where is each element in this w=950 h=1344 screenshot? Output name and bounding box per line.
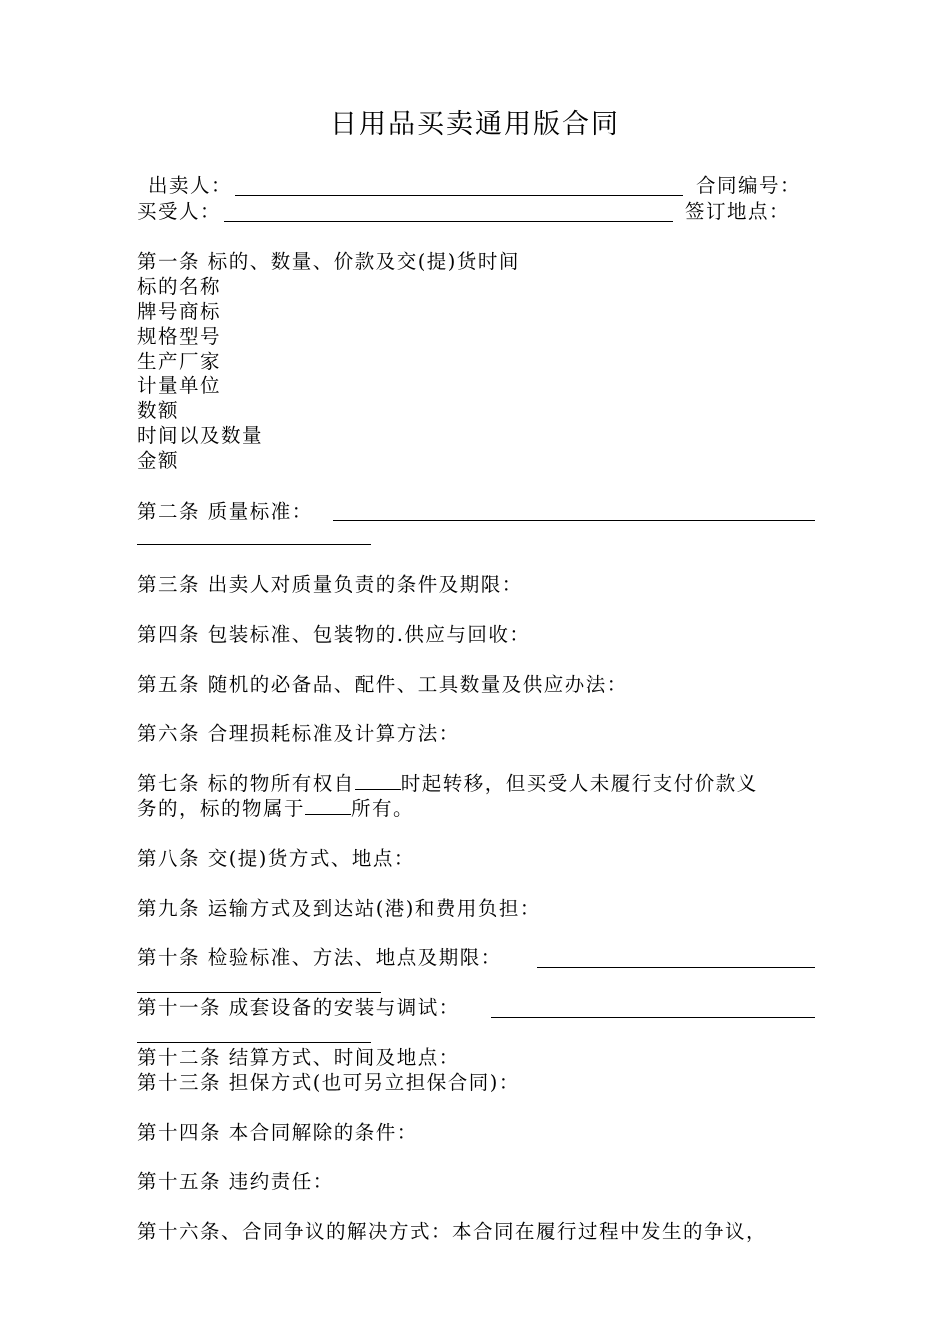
article-11-field-line-continued[interactable] xyxy=(137,1042,371,1043)
article-16: 第十六条、合同争议的解决方式：本合同在履行过程中发生的争议， xyxy=(137,1220,768,1243)
article-1-item: 时间以及数量 xyxy=(137,424,264,447)
document-title: 日用品买卖通用版合同 xyxy=(330,109,620,140)
buyer-field-line[interactable] xyxy=(224,221,673,222)
article-15: 第十五条 违约责任： xyxy=(137,1170,334,1193)
article-2-field-line-continued[interactable] xyxy=(137,544,371,545)
article-1-item: 生产厂家 xyxy=(137,350,222,373)
article-1-item: 计量单位 xyxy=(137,374,222,397)
article-3: 第三条 出卖人对质量负责的条件及期限： xyxy=(137,573,523,596)
article-1-item: 金额 xyxy=(137,449,180,472)
article-13: 第十三条 担保方式(也可另立担保合同)： xyxy=(137,1071,520,1094)
article-10-field-line-continued[interactable] xyxy=(137,992,381,993)
seller-field-line[interactable] xyxy=(235,195,683,196)
article-1-heading: 第一条 标的、数量、价款及交(提)货时间 xyxy=(137,250,520,273)
article-7-text: 所有。 xyxy=(351,797,415,820)
owner-blank[interactable] xyxy=(305,796,351,815)
article-8: 第八条 交(提)货方式、地点： xyxy=(137,847,415,870)
article-11: 第十一条 成套设备的安装与调试： xyxy=(137,996,460,1019)
article-7-text: 第七条 标的物所有权自 xyxy=(137,772,355,795)
article-2-field-line[interactable] xyxy=(333,520,815,521)
article-12: 第十二条 结算方式、时间及地点： xyxy=(137,1046,460,1069)
article-1-item: 规格型号 xyxy=(137,325,222,348)
article-6: 第六条 合理损耗标准及计算方法： xyxy=(137,722,460,745)
article-2: 第二条 质量标准： xyxy=(137,500,313,523)
seller-label: 出卖人： xyxy=(148,174,233,197)
ownership-transfer-time-blank[interactable] xyxy=(355,771,401,790)
article-7-line-2 xyxy=(137,796,414,822)
article-9: 第九条 运输方式及到达站(港)和费用负担： xyxy=(137,897,541,920)
article-1-item: 牌号商标 xyxy=(137,300,222,323)
sign-place-label: 签订地点： xyxy=(685,200,791,223)
article-10: 第十条 检验标准、方法、地点及期限： xyxy=(137,946,502,969)
article-11-field-line[interactable] xyxy=(491,1017,815,1018)
article-7-text: 时起转移，但买受人未履行支付价款义 xyxy=(400,772,758,795)
article-1-item: 标的名称 xyxy=(137,275,222,298)
article-10-field-line[interactable] xyxy=(537,967,815,968)
article-1-item: 数额 xyxy=(137,399,180,422)
article-14: 第十四条 本合同解除的条件： xyxy=(137,1121,418,1144)
article-5: 第五条 随机的必备品、配件、工具数量及供应办法： xyxy=(137,673,628,696)
article-7-line-1 xyxy=(137,771,758,797)
buyer-label: 买受人： xyxy=(137,200,222,223)
article-7-text: 务的，标的物属于 xyxy=(137,797,306,820)
contract-number-label: 合同编号： xyxy=(696,174,802,197)
article-4: 第四条 包装标准、包装物的.供应与回收： xyxy=(137,623,531,646)
